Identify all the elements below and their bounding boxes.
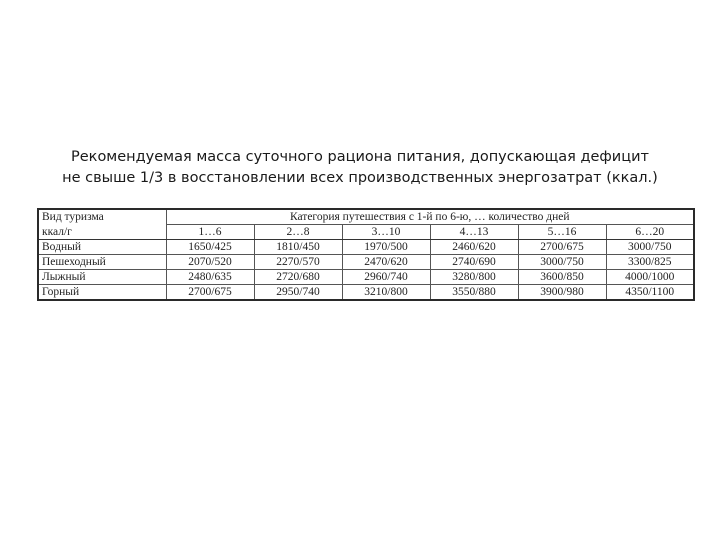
table-cell: 1650/425 [166,240,254,255]
table-cell: 3600/850 [518,270,606,285]
row-label: Водный [38,240,166,255]
corner-header-unit: ккал/г [38,225,166,240]
table-cell: 2720/680 [254,270,342,285]
corner-header-type: Вид туризма [38,209,166,225]
table-cell: 3000/750 [606,240,694,255]
ration-table-container [37,208,693,301]
table-cell: 4000/1000 [606,270,694,285]
table-cell: 3280/800 [430,270,518,285]
table-cell: 2070/520 [166,255,254,270]
table-row [38,255,694,270]
row-label: Пешеходный [38,255,166,270]
table-row [38,240,694,255]
category-header: 2…8 [254,225,342,240]
table-cell: 2470/620 [342,255,430,270]
table-cell: 2700/675 [166,285,254,301]
category-group-header: Категория путешествия с 1-й по 6-ю, … количество дней [166,209,694,225]
category-header: 3…10 [342,225,430,240]
table-cell: 3210/800 [342,285,430,301]
row-label: Горный [38,285,166,301]
table-cell: 3550/880 [430,285,518,301]
table-cell: 4350/1100 [606,285,694,301]
table-cell: 3300/825 [606,255,694,270]
category-header: 6…20 [606,225,694,240]
table-cell: 2270/570 [254,255,342,270]
row-label: Лыжный [38,270,166,285]
table-cell: 2700/675 [518,240,606,255]
table-cell: 2960/740 [342,270,430,285]
table-cell: 2740/690 [430,255,518,270]
table-cell: 1810/450 [254,240,342,255]
table-cell: 3000/750 [518,255,606,270]
slide-title [40,147,680,189]
category-header: 5…16 [518,225,606,240]
table-cell: 2460/620 [430,240,518,255]
table-cell: 2950/740 [254,285,342,301]
table-cell: 1970/500 [342,240,430,255]
table-cell: 2480/635 [166,270,254,285]
ration-table [37,208,695,301]
title-line-2: не свыше 1/3 в восстановлении всех производственных энергозатрат (ккал.) [62,170,658,186]
category-header: 4…13 [430,225,518,240]
table-cell: 3900/980 [518,285,606,301]
title-line-1: Рекомендуемая масса суточного рациона питания, допускающая дефицит [71,149,649,165]
table-row [38,270,694,285]
category-header: 1…6 [166,225,254,240]
table-row [38,285,694,301]
